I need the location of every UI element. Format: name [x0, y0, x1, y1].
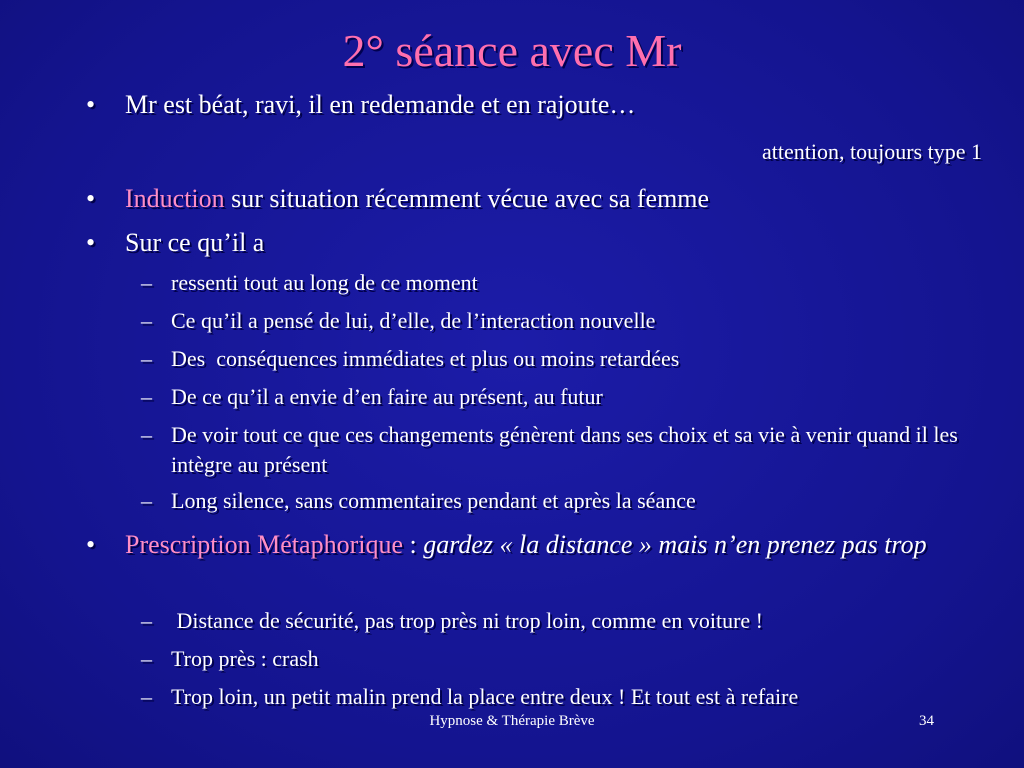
footer-title: Hypnose & Thérapie Brève — [429, 713, 595, 729]
sub-item — [141, 682, 991, 712]
bullet-icon: • — [86, 184, 96, 213]
sub-item — [141, 644, 991, 674]
bullet-item-4 — [86, 528, 986, 562]
slide-footer — [0, 710, 1024, 732]
sub-item — [141, 420, 991, 480]
dash-icon: – — [141, 422, 152, 447]
sub-item-text: Distance de sécurité, pas trop près ni trop loin, comme en voiture ! — [171, 608, 763, 633]
highlight-term: Prescription Métaphorique — [125, 530, 403, 559]
side-note: attention, toujours type 1 — [762, 139, 982, 164]
dash-icon: – — [141, 346, 152, 371]
bullet-item-text — [125, 528, 986, 562]
colon-separator: : — [403, 530, 424, 559]
bullet-icon: • — [86, 530, 96, 559]
sub-item-text: Long silence, sans commentaires pendant et après la séance — [171, 488, 696, 513]
italic-quote: gardez « la distance » mais n’en prenez pas trop — [423, 530, 927, 559]
page-number: 34 — [919, 713, 934, 729]
dash-icon: – — [141, 308, 152, 333]
bullet-icon: • — [86, 228, 96, 257]
sub-item-text: De voir tout ce que ces changements génèrent dans ses choix et sa vie à venir quand il les intègre au présent — [171, 422, 958, 477]
bullet-item-2 — [86, 182, 986, 216]
sub-item — [141, 268, 991, 298]
dash-icon: – — [141, 270, 152, 295]
dash-icon: – — [141, 384, 152, 409]
sub-item — [141, 306, 991, 336]
bullet-item-rest: sur situation récemment vécue avec sa femme — [224, 184, 710, 213]
sub-item-text: Des conséquences immédiates et plus ou moins retardées — [171, 346, 680, 371]
dash-icon: – — [141, 488, 152, 513]
bullet-item-text: Mr est béat, ravi, il en redemande et en rajoute… — [125, 90, 636, 119]
sub-item-text: ressenti tout au long de ce moment — [171, 270, 478, 295]
sub-item-text: De ce qu’il a envie d’en faire au présent, au futur — [171, 384, 603, 409]
sub-item — [141, 344, 991, 374]
sub-item — [141, 382, 991, 412]
dash-icon: – — [141, 646, 152, 671]
sub-item-text: Trop loin, un petit malin prend la place entre deux ! Et tout est à refaire — [171, 684, 799, 709]
dash-icon: – — [141, 608, 152, 633]
bullet-item-text — [125, 182, 986, 216]
bullet-item-text: Sur ce qu’il a — [125, 228, 265, 257]
sub-item — [141, 606, 991, 636]
bullet-icon: • — [86, 90, 96, 119]
bullet-item-1 — [86, 88, 986, 122]
sub-item-text: Ce qu’il a pensé de lui, d’elle, de l’interaction nouvelle — [171, 308, 656, 333]
bullet-item-3 — [86, 226, 986, 260]
highlight-term: Induction — [125, 184, 225, 213]
dash-icon: – — [141, 684, 152, 709]
sub-item — [141, 486, 991, 516]
sub-item-text: Trop près : crash — [171, 646, 319, 671]
slide-title: 2° séance avec Mr — [342, 25, 682, 76]
